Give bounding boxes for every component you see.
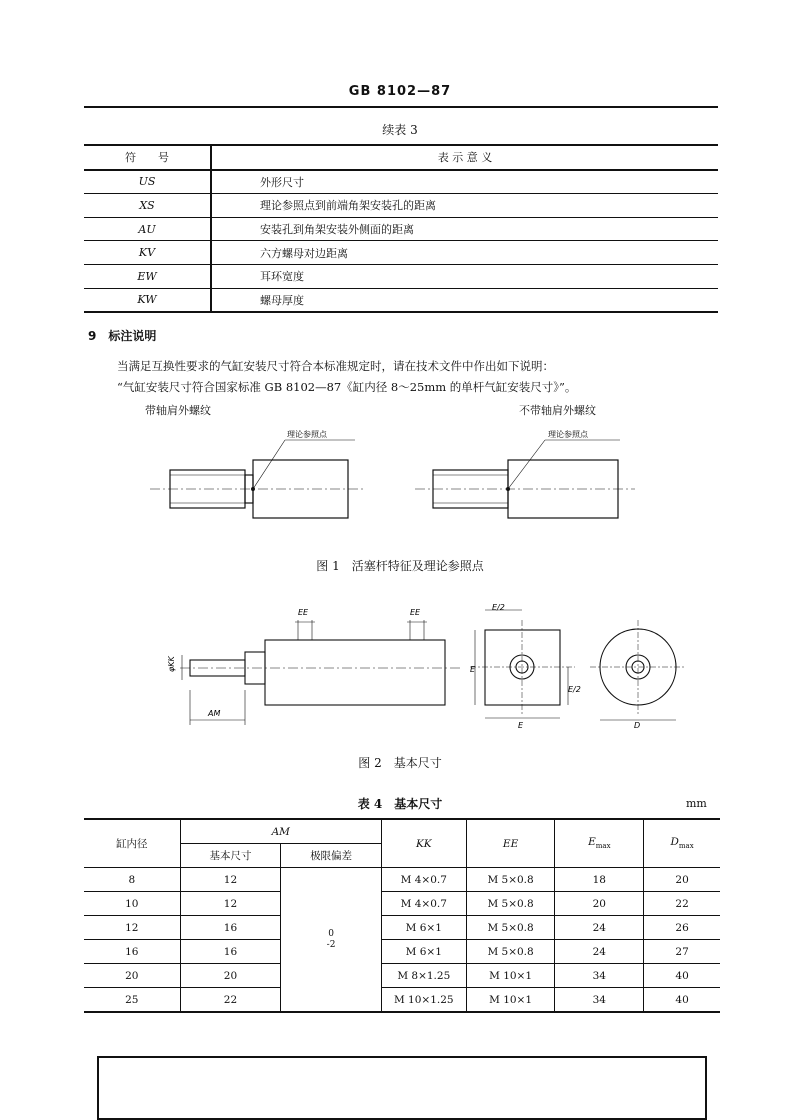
table4-emax-header: $E_{max}$	[555, 819, 644, 868]
table3-header-row	[84, 145, 718, 170]
table3-symbol-cell: AU	[84, 217, 211, 241]
header-rule	[84, 106, 718, 108]
fig2-e-side-label: E	[470, 665, 476, 674]
table3-symbol-cell: KW	[84, 288, 211, 312]
table3-symbol-cell: US	[84, 170, 211, 194]
table4-row	[84, 940, 720, 964]
figure1-caption: 图 1 活塞杆特征及理论参照点	[316, 559, 484, 573]
table4-kk-cell: M 10×1.25	[381, 988, 466, 1013]
table4-caption: 表 4 基本尺寸	[357, 797, 443, 811]
fig2-ee-label-2: EE	[410, 608, 421, 617]
table4-header-row-1	[84, 819, 720, 844]
table4-bore-cell: 20	[84, 964, 180, 988]
table4-ee-cell: M 5×0.8	[466, 868, 555, 892]
section-9-paragraph-2: “气缸安装尺寸符合国家标准 GB 8102—87《缸内径 8～25mm 的单杆气缸安装尺寸》”。	[117, 380, 577, 394]
fig2-d-label: D	[634, 721, 641, 730]
figure2-caption: 图 2 基本尺寸	[358, 756, 442, 770]
ref-point-left-dot	[251, 487, 255, 491]
table4-am-cell: 22	[180, 988, 281, 1013]
table4-am-cell: 16	[180, 916, 281, 940]
label-with-shoulder-thread: 带轴肩外螺纹	[145, 404, 211, 417]
table3-row	[84, 170, 718, 194]
table3-row	[84, 217, 718, 241]
table4-kk-cell: M 4×0.7	[381, 892, 466, 916]
table3-symbol-cell: KV	[84, 241, 211, 265]
table4	[84, 818, 720, 1013]
table3-meaning-cell: 安装孔到角架安装外侧面的距离	[260, 223, 414, 237]
tolerance-lower: -2	[326, 939, 336, 950]
standard-number-header: GB 8102—87	[348, 84, 452, 99]
table4-kk-cell: M 8×1.25	[381, 964, 466, 988]
table4-kk-cell: M 6×1	[381, 940, 466, 964]
tolerance-upper: 0	[328, 928, 334, 939]
table4-emax-cell: 18	[555, 868, 644, 892]
table3-meaning-cell: 螺母厚度	[260, 293, 304, 307]
table4-unit: mm	[686, 797, 707, 810]
table4-row	[84, 868, 720, 892]
table4-am-cell: 12	[180, 892, 281, 916]
table3-meaning-cell: 六方螺母对边距离	[260, 246, 348, 260]
table4-am-cell: 20	[180, 964, 281, 988]
table3-meaning-cell: 耳环宽度	[260, 270, 304, 284]
table4-am-cell: 16	[180, 940, 281, 964]
label-without-shoulder-thread: 不带轴肩外螺纹	[519, 404, 596, 417]
table4-ee-cell: M 10×1	[466, 988, 555, 1013]
table4-dmax-cell: 20	[644, 868, 720, 892]
table4-kk-cell: M 6×1	[381, 916, 466, 940]
table4-row	[84, 892, 720, 916]
figure1-piston-rod-drawing	[150, 425, 650, 535]
ref-point-label-left: 理论参照点	[287, 430, 327, 439]
table3-meaning-cell: 理论参照点到前端角架安装孔的距离	[260, 199, 436, 213]
table4-am-tolerance-header: 极限偏差	[281, 844, 382, 868]
table4-dmax-cell: 40	[644, 988, 720, 1013]
table4-dmax-header: $D_{max}$	[644, 819, 720, 868]
table4-kk-header: KK	[381, 819, 466, 868]
table4-emax-cell: 24	[555, 916, 644, 940]
table3-caption: 续表 3	[382, 123, 418, 137]
table4-bore-cell: 16	[84, 940, 180, 964]
table4-dmax-cell: 26	[644, 916, 720, 940]
table4-emax-cell: 20	[555, 892, 644, 916]
table4-ee-cell: M 10×1	[466, 964, 555, 988]
table3	[84, 144, 718, 313]
table3-symbol-header: 符 号	[84, 145, 211, 170]
table4-ee-cell: M 5×0.8	[466, 940, 555, 964]
table4-ee-cell: M 5×0.8	[466, 892, 555, 916]
table4-am-cell: 12	[180, 868, 281, 892]
footer-box	[97, 1056, 707, 1120]
table4-ee-cell: M 5×0.8	[466, 916, 555, 940]
table4-bore-cell: 8	[84, 868, 180, 892]
table4-dmax-cell: 22	[644, 892, 720, 916]
ref-point-right-dot	[506, 487, 510, 491]
table3-meaning-cell: 外形尺寸	[260, 175, 304, 189]
table3-symbol-cell: XS	[84, 194, 211, 218]
table4-am-header: AM	[180, 819, 381, 844]
table4-dmax-cell: 27	[644, 940, 720, 964]
fig2-am-label: AM	[208, 709, 221, 718]
section-9-paragraph-1: 当满足互换性要求的气缸安装尺寸符合本标准规定时，请在技术文件中作出如下说明：	[117, 359, 554, 373]
fig2-kk-label: φKK	[167, 656, 176, 672]
figure2-basic-dimensions-drawing	[160, 600, 700, 740]
table3-row	[84, 264, 718, 288]
table4-emax-cell: 34	[555, 964, 644, 988]
fig2-e-half-side-label: E/2	[568, 685, 581, 694]
table3-row	[84, 288, 718, 312]
table4-bore-header: 缸内径	[84, 819, 180, 868]
table4-emax-cell: 34	[555, 988, 644, 1013]
table4-tolerance-cell	[281, 868, 382, 1013]
table4-bore-cell: 12	[84, 916, 180, 940]
table4-row	[84, 964, 720, 988]
table4-bore-cell: 10	[84, 892, 180, 916]
table3-meaning-header: 表 示 意 义	[211, 145, 718, 170]
section-9-title: 9 标注说明	[88, 329, 157, 343]
fig2-e-bottom-label: E	[518, 721, 524, 730]
fig2-e-half-top-label: E/2	[492, 603, 505, 612]
table3-row	[84, 194, 718, 218]
table4-ee-header: EE	[466, 819, 555, 868]
table4-kk-cell: M 4×0.7	[381, 868, 466, 892]
table4-bore-cell: 25	[84, 988, 180, 1013]
table3-row	[84, 241, 718, 265]
table4-emax-cell: 24	[555, 940, 644, 964]
ref-point-label-right: 理论参照点	[548, 430, 588, 439]
fig2-ee-label-1: EE	[298, 608, 309, 617]
table3-symbol-cell: EW	[84, 264, 211, 288]
table4-row	[84, 988, 720, 1013]
table4-dmax-cell: 40	[644, 964, 720, 988]
table4-am-basic-header: 基本尺寸	[180, 844, 281, 868]
table4-row	[84, 916, 720, 940]
